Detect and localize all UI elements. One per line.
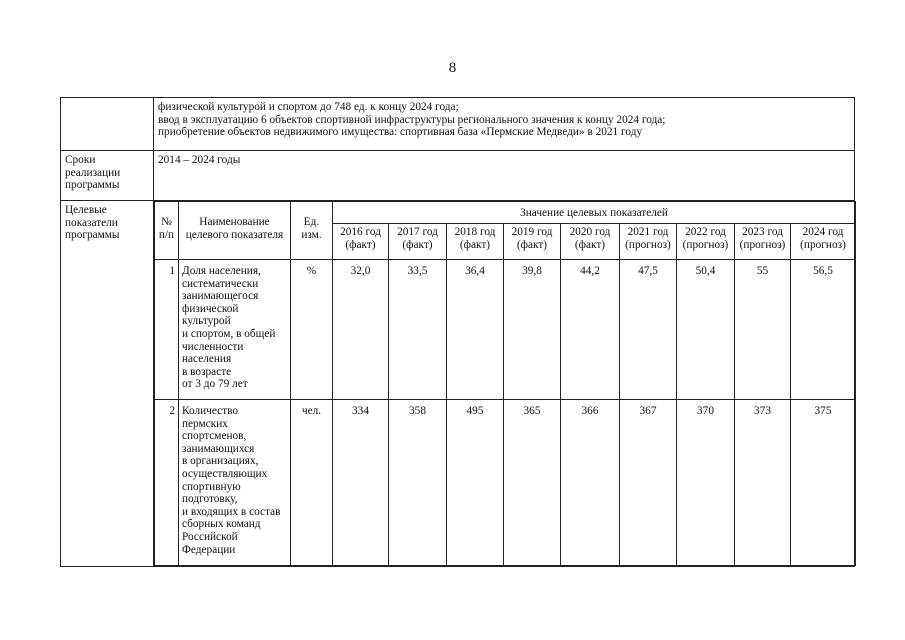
indicators-label-line: показатели — [65, 216, 118, 229]
year-kind: (прогноз) — [625, 238, 671, 251]
header-unit-line: изм. — [301, 228, 322, 241]
year-kind: (факт) — [516, 238, 548, 251]
row-value: 32,0 — [333, 260, 389, 400]
header-num — [155, 202, 179, 260]
header-name-line: Наименование — [199, 216, 270, 228]
year-kind: (факт) — [574, 238, 606, 251]
row-value: 33,5 — [389, 260, 447, 400]
row-name — [179, 400, 291, 566]
page-number: 8 — [448, 60, 457, 76]
year-label: 2023 год — [742, 226, 783, 238]
row-name-line: и входящих в состав — [182, 505, 281, 518]
row-value: 55 — [735, 260, 791, 400]
row-value: 373 — [735, 400, 791, 566]
indicators-label — [61, 201, 154, 567]
row-name-line: от 3 до 79 лет — [182, 378, 248, 391]
row-name-line: систематически — [182, 277, 259, 290]
row-name-line: сборных команд — [182, 518, 261, 531]
header-num-line: № — [161, 216, 172, 228]
row-value: 495 — [447, 400, 504, 566]
year-header — [561, 224, 620, 260]
intro-line: ввод в эксплуатацию 6 объектов спортивной инфраструктуры регионального значения к концу 2024 года; — [158, 113, 666, 126]
row-num: 2 — [155, 400, 179, 566]
row-name-line: и спортом, в общей — [182, 327, 276, 340]
period-value: 2014 – 2024 годы — [154, 151, 855, 201]
year-header — [677, 224, 735, 260]
period-label-line: реализации — [65, 166, 121, 179]
indicators-row — [61, 201, 855, 567]
year-kind: (факт) — [402, 238, 433, 251]
header-name-line: целевого показателя — [185, 228, 284, 241]
intro-line: приобретение объектов недвижимого имущества: спортивная база «Пермские Медведи» в 2021 году — [158, 126, 643, 139]
row-value: 365 — [504, 400, 561, 566]
year-kind: (прогноз) — [739, 238, 786, 251]
year-kind: (прогноз) — [682, 238, 729, 251]
year-label: 2024 год — [802, 226, 844, 238]
row-name-line: осуществляющих — [182, 467, 268, 480]
year-kind: (прогноз) — [800, 238, 846, 251]
row-name-line: подготовку, — [182, 493, 238, 506]
row-unit: % — [291, 260, 333, 400]
year-label: 2020 год — [569, 226, 611, 238]
year-header — [447, 224, 504, 260]
header-name — [179, 202, 291, 260]
row-name-line: в возрасте — [182, 365, 232, 378]
header-num-line: п/п — [158, 228, 175, 241]
row-value: 334 — [333, 400, 389, 566]
row-value: 358 — [389, 400, 447, 566]
row-unit: чел. — [291, 400, 333, 566]
year-label: 2017 год — [397, 226, 438, 238]
period-label-line: Сроки — [65, 154, 96, 166]
year-label: 2016 год — [340, 226, 381, 238]
indicators-table — [154, 201, 856, 566]
header-unit-line: Ед. — [303, 216, 320, 228]
row-value: 50,4 — [677, 260, 735, 400]
intro-line: физической культурой и спортом до 748 ед. к концу 2024 года; — [158, 101, 459, 113]
row-name-line: спортсменов, — [182, 430, 247, 443]
intro-text-cell — [154, 98, 855, 151]
row-value: 366 — [561, 400, 620, 566]
year-label: 2018 год — [454, 226, 496, 238]
intro-label-cell — [61, 98, 154, 151]
header-values-title: Значение целевых показателей — [333, 202, 856, 224]
period-label — [61, 151, 154, 201]
indicators-cell — [154, 201, 855, 567]
indicators-label-line: Целевые — [65, 204, 107, 216]
row-name — [179, 260, 291, 400]
year-header — [620, 224, 677, 260]
row-name-line: физической — [182, 302, 239, 315]
table-row — [155, 260, 856, 400]
row-num: 1 — [155, 260, 179, 400]
row-value: 47,5 — [620, 260, 677, 400]
year-label: 2021 год — [627, 226, 669, 238]
year-label: 2022 год — [685, 226, 726, 238]
row-name-line: Российской — [182, 530, 238, 543]
year-kind: (факт) — [459, 238, 491, 251]
row-name-line: в организациях, — [182, 455, 259, 468]
row-name-line: численности — [182, 340, 244, 353]
year-header — [389, 224, 447, 260]
year-header — [735, 224, 791, 260]
row-value: 39,8 — [504, 260, 561, 400]
period-row — [61, 151, 855, 201]
row-name-line: Количество — [182, 405, 238, 417]
row-value: 375 — [791, 400, 856, 566]
row-name-line: культурой — [182, 315, 231, 328]
program-passport-table — [60, 97, 855, 567]
row-value: 36,4 — [447, 260, 504, 400]
row-name-line: пермских — [182, 417, 228, 430]
row-name-line: занимающегося — [182, 290, 259, 303]
row-name-line: занимающихся — [182, 442, 255, 455]
year-kind: (факт) — [345, 238, 376, 251]
period-label-line: программы — [65, 179, 120, 192]
intro-row — [61, 98, 855, 151]
year-header — [333, 224, 389, 260]
row-name-line: спортивную — [182, 480, 241, 493]
indicators-header-row — [155, 202, 856, 224]
year-label: 2019 год — [511, 226, 553, 238]
header-unit — [291, 202, 333, 260]
row-value: 44,2 — [561, 260, 620, 400]
row-value: 56,5 — [791, 260, 856, 400]
row-value: 367 — [620, 400, 677, 566]
row-value: 370 — [677, 400, 735, 566]
row-name-line: Федерации — [182, 543, 236, 556]
table-row — [155, 400, 856, 566]
year-header — [504, 224, 561, 260]
year-header — [791, 224, 856, 260]
indicators-label-line: программы — [65, 229, 120, 242]
row-name-line: Доля населения, — [182, 265, 261, 277]
row-name-line: населения — [182, 353, 232, 366]
